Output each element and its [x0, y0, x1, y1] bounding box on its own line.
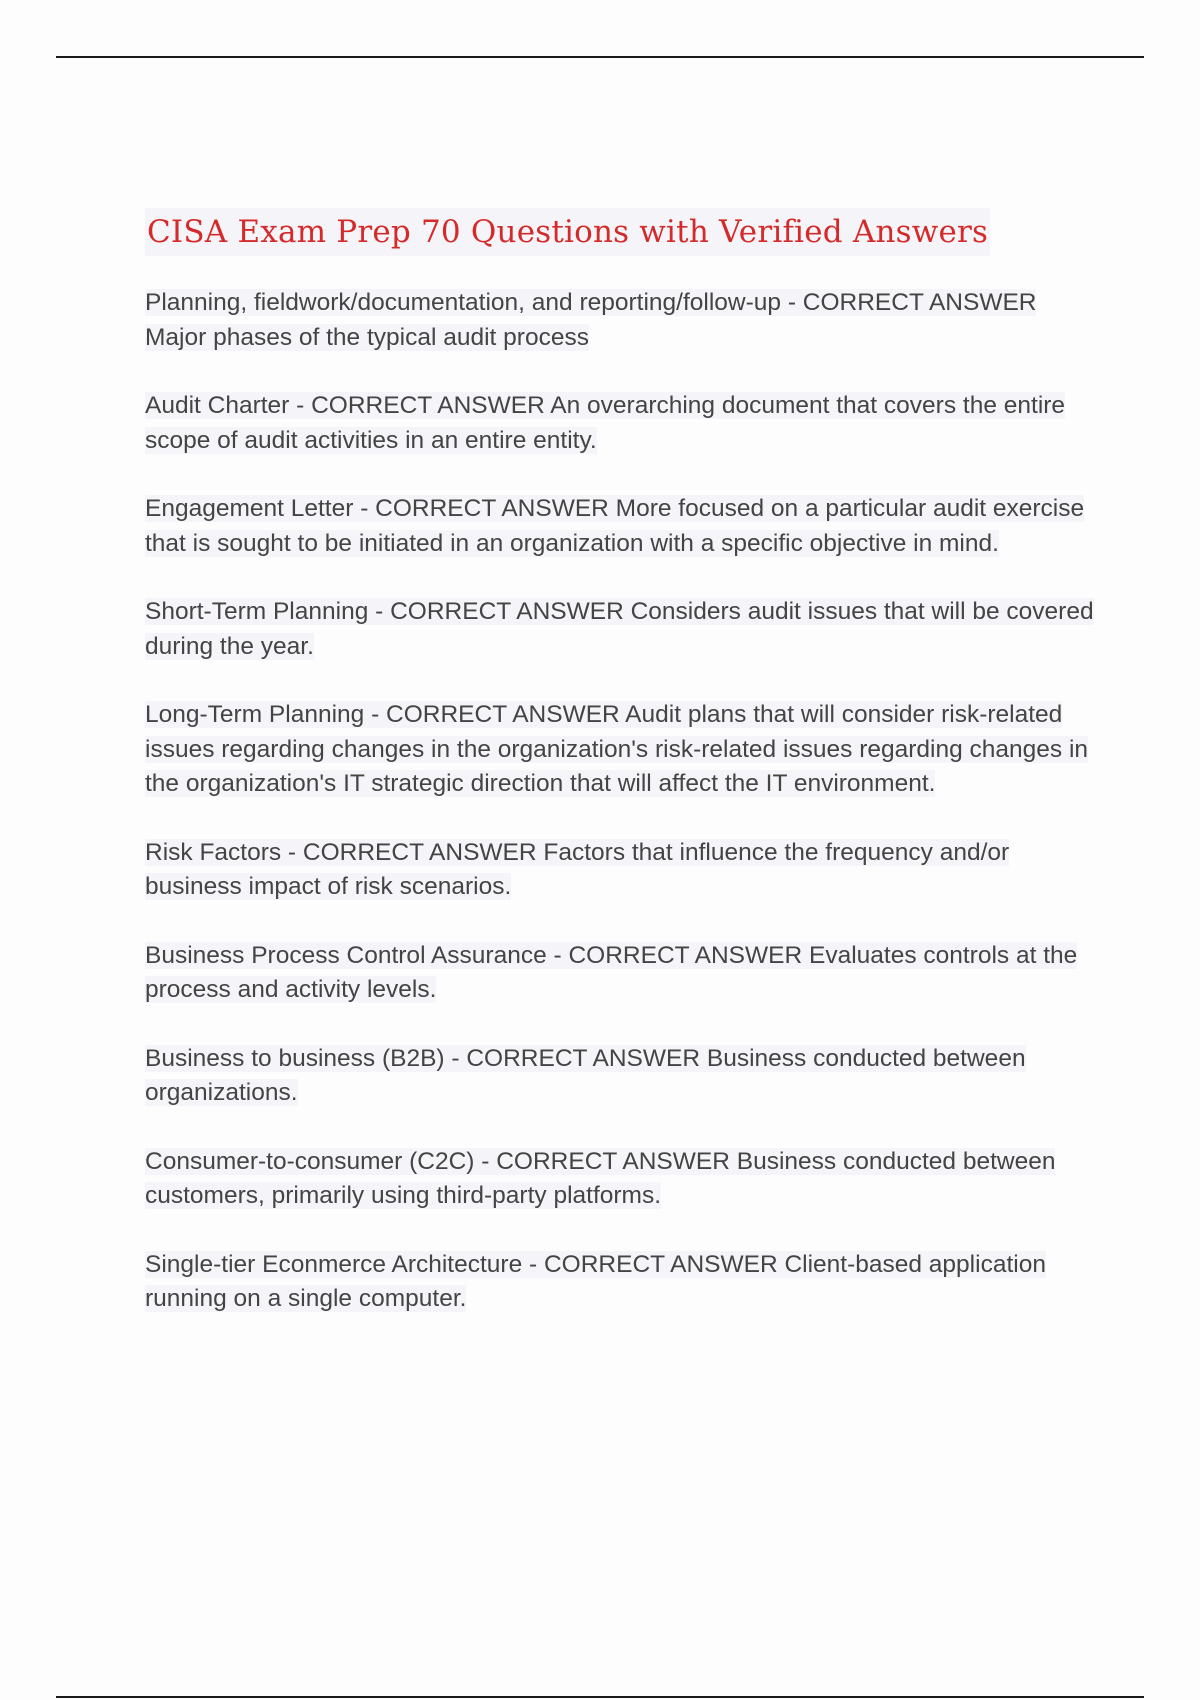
qa-list — [145, 286, 1095, 1317]
qa-item — [145, 698, 1095, 802]
qa-item-text: Audit Charter - CORRECT ANSWER An overarching document that covers the entire scope of audit activities in an entire entity. — [145, 392, 1066, 454]
qa-item-text: Business to business (B2B) - CORRECT ANSWER Business conducted between organizations. — [145, 1044, 1026, 1106]
qa-item — [145, 1145, 1095, 1214]
header-rule — [56, 56, 1144, 58]
qa-item-text: Business Process Control Assurance - CORRECT ANSWER Evaluates controls at the process and activity levels. — [145, 941, 1078, 1003]
qa-item-text: Planning, fieldwork/documentation, and reporting/follow-up - CORRECT ANSWER Major phases of the typical audit process — [145, 289, 1037, 351]
qa-item — [145, 595, 1095, 664]
document-title: CISA Exam Prep 70 Questions with Verified Answers — [145, 208, 990, 256]
qa-item-text: Risk Factors - CORRECT ANSWER Factors that influence the frequency and/or business impact of risk scenarios. — [145, 838, 1010, 900]
qa-item — [145, 939, 1095, 1008]
qa-item-text: Short-Term Planning - CORRECT ANSWER Considers audit issues that will be covered during the year. — [145, 598, 1094, 660]
qa-item-text: Consumer-to-consumer (C2C) - CORRECT ANSWER Business conducted between customers, primarily using third-party platforms. — [145, 1147, 1056, 1209]
footer-rule — [56, 1696, 1144, 1698]
qa-item — [145, 389, 1095, 458]
qa-item-text: Engagement Letter - CORRECT ANSWER More focused on a particular audit exercise that is sought to be initiated in an organization with a specific objective in mind. — [145, 495, 1085, 557]
qa-item — [145, 286, 1095, 355]
qa-item-text: Single-tier Econmerce Architecture - CORRECT ANSWER Client-based application running on a single computer. — [145, 1250, 1046, 1312]
qa-item — [145, 492, 1095, 561]
document-content — [145, 208, 1095, 1351]
qa-item — [145, 1248, 1095, 1317]
qa-item — [145, 1042, 1095, 1111]
qa-item — [145, 836, 1095, 905]
qa-item-text: Long-Term Planning - CORRECT ANSWER Audit plans that will consider risk-related issues regarding changes in the organization's risk-related issues regarding changes in the organization's IT strategic direction that will affect the IT environment. — [145, 701, 1089, 797]
